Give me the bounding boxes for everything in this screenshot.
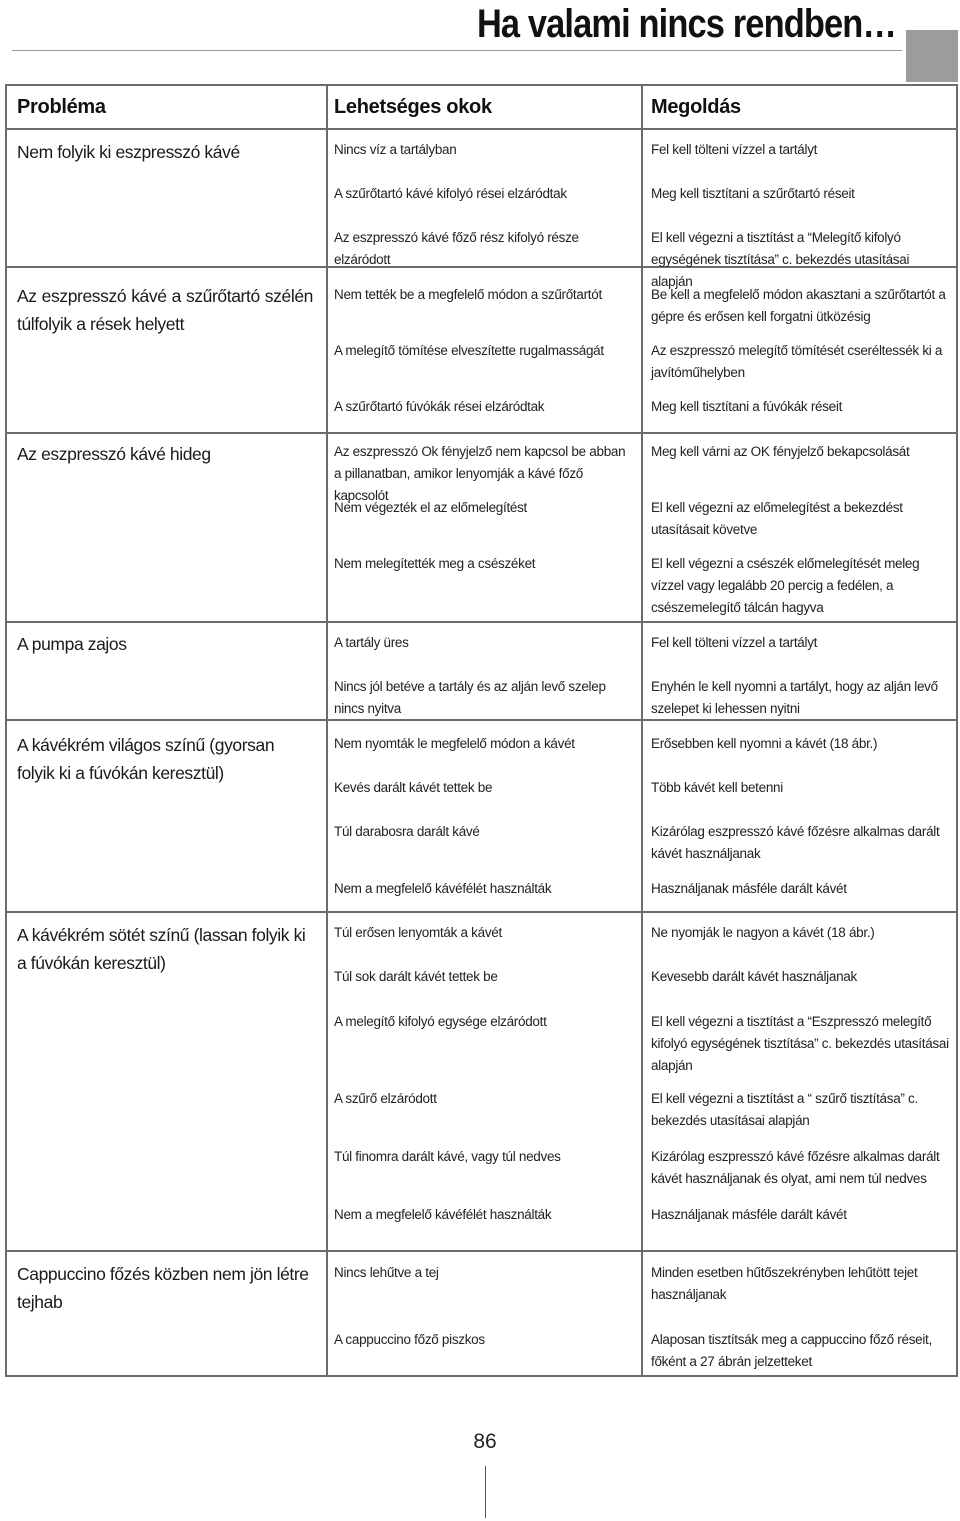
row-separator <box>7 911 956 913</box>
solution-cell: Az eszpresszó melegítő tömítését cseréltessék ki a javítóműhelyben <box>651 343 943 380</box>
solution-cell: Alaposan tisztítsák meg a cappuccino főző réseit, főként a 27 ábrán jelzetteket <box>651 1332 932 1369</box>
cause-cell: Nincs lehűtve a tej <box>334 1265 439 1280</box>
solution-cell: Fel kell tölteni vízzel a tartályt <box>651 635 818 650</box>
problem-cell: Az eszpresszó kávé hideg <box>17 444 211 464</box>
cause-cell: Nincs víz a tartályban <box>334 142 457 157</box>
cause-cell: Nincs jól betéve a tartály és az alján levő szelep nincs nyitva <box>334 679 606 716</box>
cause-cell: Nem tették be a megfelelő módon a szűrőtartót <box>334 287 602 302</box>
solution-cell: Használjanak másféle darált kávét <box>651 1207 847 1222</box>
cause-cell: A szűrőtartó kávé kifolyó rései elzáródtak <box>334 186 567 201</box>
solution-cell: Fel kell tölteni vízzel a tartályt <box>651 142 818 157</box>
solution-cell: Ne nyomják le nagyon a kávét (18 ábr.) <box>651 925 875 940</box>
solution-cell: Enyhén le kell nyomni a tartályt, hogy az alján levő szelepet ki lehessen nyitni <box>651 679 938 716</box>
solution-cell: Használjanak másféle darált kávét <box>651 881 847 896</box>
solution-cell: Be kell a megfelelő módon akasztani a szűrőtartót a gépre és erősen kell forgatni ütközésig <box>651 287 946 324</box>
cause-cell: Túl finomra darált kávé, vagy túl nedves <box>334 1149 561 1164</box>
solution-cell: Minden esetben hűtőszekrényben lehűtött tejet használjanak <box>651 1265 918 1302</box>
cause-cell: Nem nyomták le megfelelő módon a kávét <box>334 736 575 751</box>
cause-cell: A melegítő tömítése elveszítette rugalmasságát <box>334 343 604 358</box>
problem-cell: A kávékrém világos színű (gyorsan folyik ki a fúvókán keresztül) <box>17 735 275 783</box>
solution-cell: Kizárólag eszpresszó kávé főzésre alkalmas darált kávét használjanak és olyat, ami nem túl nedves <box>651 1149 940 1186</box>
solution-cell: El kell végezni a csészék előmelegítését meleg vízzel vagy legalább 20 percig a fedélen, a csészemelegítő tálcán hagyva <box>651 556 920 615</box>
cause-cell: Túl erősen lenyomták a kávét <box>334 925 502 940</box>
cause-cell: A melegítő kifolyó egysége elzáródott <box>334 1014 547 1029</box>
solution-cell: Meg kell tisztítani a fúvókák réseit <box>651 399 843 414</box>
column-divider <box>641 86 643 1375</box>
column-divider <box>326 86 328 1375</box>
row-separator <box>7 621 956 623</box>
solution-cell: Meg kell várni az OK fényjelző bekapcsolását <box>651 444 910 459</box>
solution-cell: El kell végezni a tisztítást a “ szűrő tisztítása” c. bekezdés utasításai alapján <box>651 1091 918 1128</box>
cause-cell: Kevés darált kávét tettek be <box>334 780 493 795</box>
troubleshooting-table <box>5 84 958 1377</box>
cause-cell: Nem melegítették meg a csészéket <box>334 556 536 571</box>
section-tab-marker <box>906 30 958 82</box>
title-rule <box>12 50 902 51</box>
problem-cell: Cappuccino főzés közben nem jön létre tejhab <box>17 1264 309 1312</box>
cause-cell: Túl darabosra darált kávé <box>334 824 480 839</box>
solution-cell: Több kávét kell betenni <box>651 780 783 795</box>
cause-cell: Nem végezték el az előmelegítést <box>334 500 527 515</box>
header-problem: Probléma <box>17 96 106 118</box>
page-title: Ha valami nincs rendben… <box>476 2 896 46</box>
cause-cell: Az eszpresszó Ok fényjelző nem kapcsol be abban a pillanatban, amikor lenyomják a kávé főző kapcsolót <box>334 444 626 503</box>
page-number-rule <box>485 1466 486 1518</box>
solution-cell: El kell végezni az előmelegítést a bekezdést utasításait követve <box>651 500 903 537</box>
page-number: 86 <box>473 1430 497 1453</box>
solution-cell: Kizárólag eszpresszó kávé főzésre alkalmas darált kávét használjanak <box>651 824 940 861</box>
problem-cell: A kávékrém sötét színű (lassan folyik ki a fúvókán keresztül) <box>17 925 306 973</box>
cause-cell: Túl sok darált kávét tettek be <box>334 969 498 984</box>
solution-cell: Meg kell tisztítani a szűrőtartó réseit <box>651 186 855 201</box>
problem-cell: A pumpa zajos <box>17 634 127 654</box>
cause-cell: A szűrőtartó fúvókák rései elzáródtak <box>334 399 545 414</box>
cause-cell: A tartály üres <box>334 635 409 650</box>
cause-cell: A cappuccino főző piszkos <box>334 1332 485 1347</box>
cause-cell: Nem a megfelelő kávéfélét használták <box>334 881 552 896</box>
solution-cell: El kell végezni a tisztítást a “Melegítő kifolyó egységének tisztítása” c. bekezdés utasításai alapján <box>651 230 910 289</box>
cause-cell: A szűrő elzáródott <box>334 1091 437 1106</box>
problem-cell: Nem folyik ki eszpresszó kávé <box>17 142 240 162</box>
cause-cell: Az eszpresszó kávé főző rész kifolyó része elzáródott <box>334 230 579 267</box>
header-causes: Lehetséges okok <box>334 96 492 118</box>
header-separator <box>7 128 956 130</box>
header-solution: Megoldás <box>651 96 741 118</box>
solution-cell: El kell végezni a tisztítást a “Eszpresszó melegítő kifolyó egységének tisztítása” c. bekezdés utasításai alapján <box>651 1014 949 1073</box>
cause-cell: Nem a megfelelő kávéfélét használták <box>334 1207 552 1222</box>
problem-cell: Az eszpresszó kávé a szűrőtartó szélén túlfolyik a rések helyett <box>17 286 313 334</box>
solution-cell: Erősebben kell nyomni a kávét (18 ábr.) <box>651 736 878 751</box>
row-separator <box>7 1250 956 1252</box>
row-separator <box>7 432 956 434</box>
solution-cell: Kevesebb darált kávét használjanak <box>651 969 857 984</box>
